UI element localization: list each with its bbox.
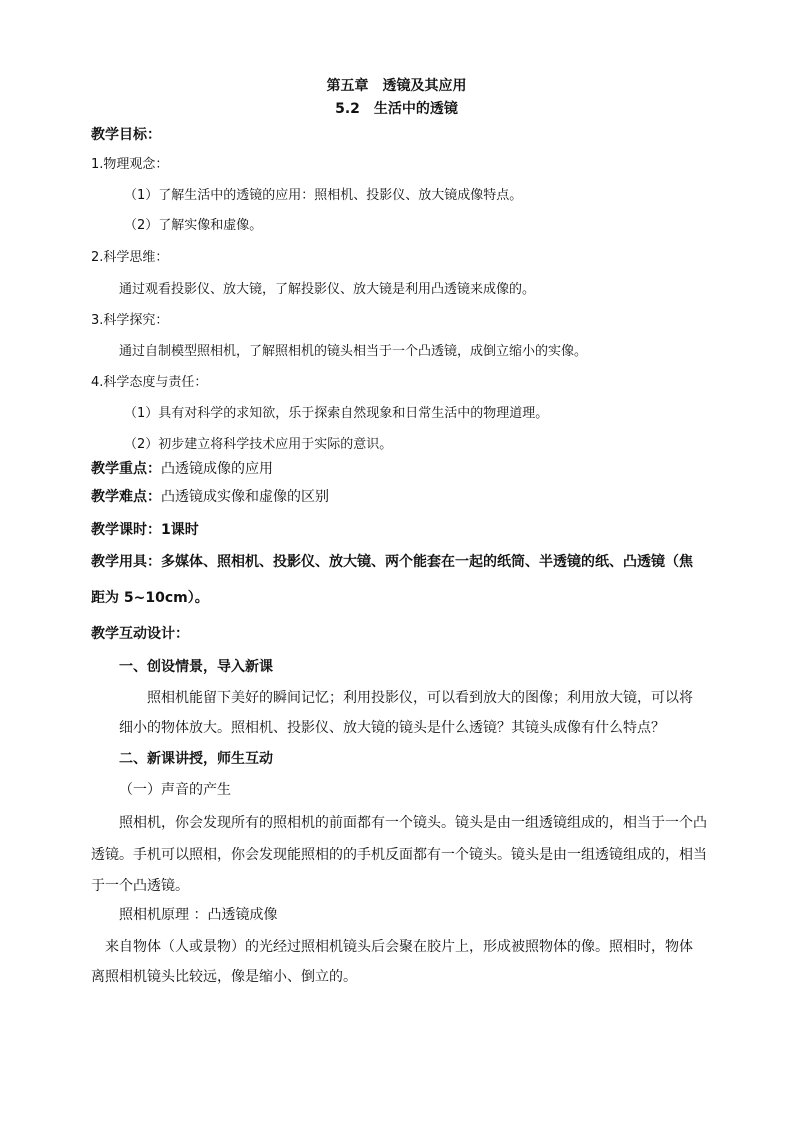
part1-heading: 一、创设情景，导入新课 [119,659,273,675]
obj4-item1: （1）具有对科学的求知欲，乐于探索自然现象和日常生活中的物理道理。 [124,406,549,421]
principle-paragraph-line-2: 离照相机镜头比较远，像是缩小、倒立的。 [91,969,357,985]
camera-paragraph-line-2: 透镜。手机可以照相，你会发现能照相的的手机反面都有一个镜头。镜头是由一组透镜组成的，相当 [91,847,707,863]
key-point-text: 凸透镜成像的应用 [161,461,273,477]
key-point-label: 教学重点： [91,461,161,477]
obj4-item2: （2）初步建立将科学技术应用于实际的意识。 [124,437,393,452]
obj2-text: 通过观看投影仪、放大镜，了解投影仪、放大镜是利用凸透镜来成像的。 [119,282,536,297]
objectives-heading: 教学目标： [91,127,161,143]
key-point [91,459,273,479]
tools-line-2: 距为 5~10cm）。 [91,590,209,606]
obj4-heading: 4.科学态度与责任： [91,375,208,390]
tools-line-1: 教学用具：多媒体、照相机、投影仪、放大镜、两个能套在一起的纸筒、半透镜的纸、凸透镜（焦 [91,554,693,570]
obj1-item1: （1）了解生活中的透镜的应用：照相机、投影仪、放大镜成像特点。 [124,188,523,203]
principle-paragraph-line-1: 来自物体（人或景物）的光经过照相机镜头后会聚在胶片上，形成被照物体的像。照相时，物体 [105,939,693,955]
obj1-heading: 1.物理观念： [91,157,169,172]
obj3-text: 通过自制模型照相机，了解照相机的镜头相当于一个凸透镜，成倒立缩小的实像。 [119,344,588,359]
difficulty-label: 教学难点： [91,489,161,505]
camera-paragraph-line-3: 于一个凸透镜。 [91,878,189,894]
difficulty-point [91,487,329,507]
camera-paragraph-line-1: 照相机，你会发现所有的照相机的前面都有一个镜头。镜头是由一组透镜组成的，相当于一个凸 [119,815,707,831]
difficulty-text: 凸透镜成实像和虚像的区别 [161,489,329,505]
teaching-hours: 教学课时：1课时 [91,522,199,538]
camera-principle: 照相机原理 ：凸透镜成像 [119,907,278,923]
part1-paragraph-line-2: 细小的物体放大。照相机、投影仪、放大镜的镜头是什么透镜？其镜头成像有什么特点？ [119,720,665,736]
design-heading: 教学互动设计： [91,626,189,642]
obj3-heading: 3.科学探究： [91,313,169,328]
sub1-heading: （一）声音的产生 [119,782,231,798]
part2-heading: 二、新课讲授，师生互动 [119,751,273,767]
obj1-item2: （2）了解实像和虚像。 [124,218,263,233]
part1-paragraph-line-1: 照相机能留下美好的瞬间记忆；利用投影仪，可以看到放大的图像；利用放大镜，可以将 [147,690,693,706]
chapter-title: 第五章 透镜及其应用 [326,78,467,94]
obj2-heading: 2.科学思维： [91,250,169,265]
section-title: 5.2 生活中的透镜 [335,101,458,117]
